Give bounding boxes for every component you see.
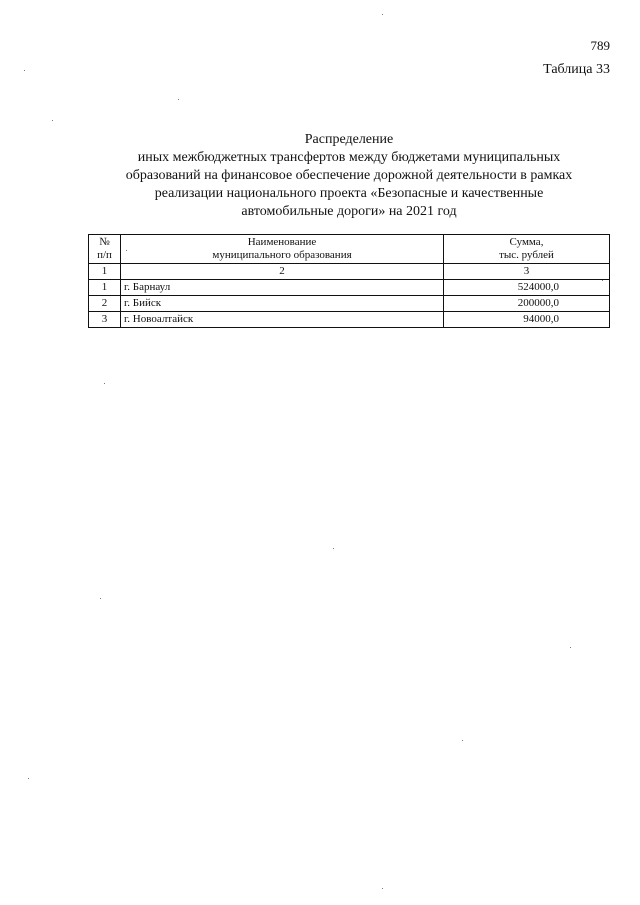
heading-line-4: реализации национального проекта «Безопасные и качественные — [154, 186, 544, 201]
row-number-cell: 3 — [89, 312, 121, 328]
header-num-cell — [89, 235, 121, 264]
scan-speck — [570, 647, 571, 648]
row-number-cell: 1 — [89, 280, 121, 296]
header-num-line-2: п/п — [97, 249, 112, 261]
scan-speck — [462, 740, 463, 741]
scan-speck — [178, 99, 179, 100]
scan-speck — [24, 70, 25, 71]
header-name-line-1: Наименование — [247, 236, 317, 248]
amount-cell: 524000,0 — [444, 280, 610, 296]
header-sum-line-1: Сумма, — [509, 236, 544, 248]
header-sum-line-2: тыс. рублей — [499, 249, 554, 261]
column-index-row — [89, 264, 610, 280]
scan-speck — [100, 598, 101, 599]
header-num-line-1: № — [99, 236, 110, 248]
column-index-cell: 2 — [121, 264, 444, 280]
amount-cell: 200000,0 — [444, 296, 610, 312]
amount-cell: 94000,0 — [444, 312, 610, 328]
column-index-cell: 1 — [89, 264, 121, 280]
table-label: Таблица 33 — [543, 62, 610, 77]
scan-speck — [52, 120, 53, 121]
page-number: 789 — [590, 38, 610, 53]
distribution-table — [88, 234, 610, 328]
scan-speck — [333, 548, 334, 549]
table-header-row — [89, 235, 610, 264]
table-row — [89, 312, 610, 328]
column-index-cell: 3 — [444, 264, 610, 280]
scan-speck — [104, 383, 105, 384]
table-row — [89, 280, 610, 296]
table-row — [89, 296, 610, 312]
municipality-name-cell: г. Барнаул — [121, 280, 444, 296]
scan-speck — [126, 250, 127, 251]
header-sum-cell — [444, 235, 610, 264]
document-heading — [88, 131, 610, 221]
municipality-name-cell: г. Бийск — [121, 296, 444, 312]
scan-speck — [382, 888, 383, 889]
header-name-line-2: муниципального образования — [212, 249, 352, 261]
heading-line-5: автомобильные дороги» на 2021 год — [241, 204, 457, 219]
header-name-cell — [121, 235, 444, 264]
heading-line-2: иных межбюджетных трансфертов между бюджетами муниципальных — [137, 150, 561, 165]
heading-line-1: Распределение — [304, 132, 394, 147]
scan-speck — [382, 14, 383, 15]
scan-speck — [602, 280, 603, 281]
municipality-name-cell: г. Новоалтайск — [121, 312, 444, 328]
heading-line-3: образований на финансовое обеспечение дорожной деятельности в рамках — [125, 168, 573, 183]
row-number-cell: 2 — [89, 296, 121, 312]
scan-speck — [28, 778, 29, 779]
